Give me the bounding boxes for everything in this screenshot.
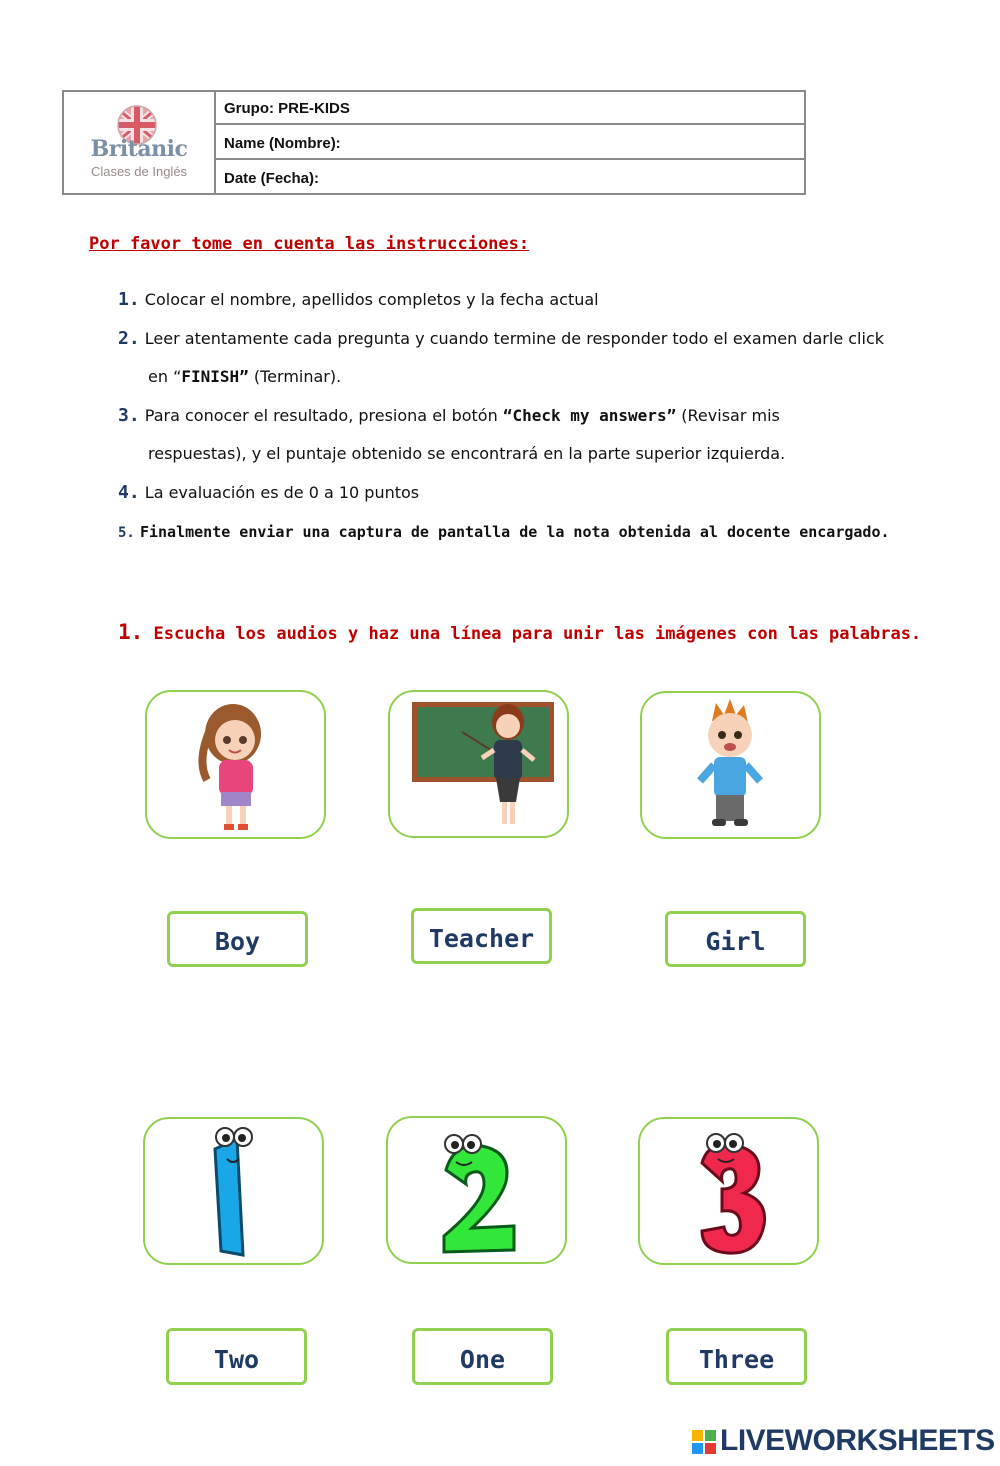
image-card-girl[interactable]	[145, 690, 326, 839]
word-box-three[interactable]: Three	[666, 1328, 807, 1385]
girl-icon	[147, 692, 324, 837]
number-one-icon	[145, 1119, 322, 1263]
image-card-three[interactable]	[638, 1117, 819, 1265]
liveworksheets-text: LIVEWORKSHEETS	[720, 1424, 995, 1457]
item-number: 5.	[118, 525, 135, 541]
word-box-two[interactable]: Two	[166, 1328, 307, 1385]
logo-brand: Britanic	[90, 136, 188, 162]
item-text: Finalmente enviar una captura de pantalla de la nota obtenida al docente encargado.	[139, 523, 890, 541]
instruction-item-3-cont: respuestas), y el puntaje obtenido se encontrará en la parte superior izquierda.	[148, 444, 786, 463]
item-text: (Terminar).	[248, 367, 342, 386]
instruction-item-4	[118, 482, 419, 503]
instructions-title: Por favor tome en cuenta las instrucciones:	[89, 234, 530, 254]
word-box-boy[interactable]: Boy	[167, 911, 308, 967]
check-answers-keyword: “Check my answers”	[502, 406, 677, 425]
logo-subtitle: Clases de Inglés	[90, 164, 188, 179]
number-three-icon	[640, 1119, 817, 1263]
number-two-icon	[388, 1118, 565, 1262]
instruction-item-2-cont	[148, 367, 341, 386]
question-number: 1.	[118, 620, 144, 644]
image-card-one[interactable]	[143, 1117, 324, 1265]
group-field[interactable]: Grupo: PRE-KIDS	[216, 92, 804, 125]
image-card-boy[interactable]	[640, 691, 821, 839]
question-text: Escucha los audios y haz una línea para unir las imágenes con las palabras.	[153, 624, 922, 644]
logo	[64, 92, 216, 193]
item-number: 2.	[118, 328, 140, 349]
item-text: Colocar el nombre, apellidos completos y la fecha actual	[144, 290, 599, 309]
date-field[interactable]: Date (Fecha):	[224, 170, 320, 187]
item-number: 4.	[118, 482, 140, 503]
image-card-two[interactable]	[386, 1116, 567, 1264]
finish-keyword: FINISH”	[181, 367, 249, 386]
instruction-item-3	[118, 405, 780, 426]
liveworksheets-icon	[692, 1430, 716, 1454]
instruction-item-2	[118, 328, 884, 349]
image-card-teacher[interactable]	[388, 690, 569, 838]
boy-icon	[642, 693, 819, 837]
item-text: La evaluación es de 0 a 10 puntos	[144, 483, 420, 502]
name-field[interactable]: Name (Nombre):	[216, 127, 804, 160]
item-number: 1.	[118, 289, 140, 310]
item-number: 3.	[118, 405, 140, 426]
word-box-one[interactable]: One	[412, 1328, 553, 1385]
item-text: Leer atentamente cada pregunta y cuando termine de responder todo el examen darle click	[144, 329, 885, 348]
item-text: Para conocer el resultado, presiona el botón	[144, 406, 503, 425]
instruction-item-1	[118, 289, 599, 310]
word-box-teacher[interactable]: Teacher	[411, 908, 552, 964]
question-1-title	[118, 620, 921, 644]
liveworksheets-logo[interactable]	[692, 1424, 995, 1458]
instruction-item-5	[118, 522, 890, 541]
header-table	[62, 90, 806, 195]
teacher-icon	[390, 692, 567, 836]
word-box-girl[interactable]: Girl	[665, 911, 806, 967]
item-text: en “	[148, 367, 182, 386]
item-text: (Revisar mis	[676, 406, 780, 425]
